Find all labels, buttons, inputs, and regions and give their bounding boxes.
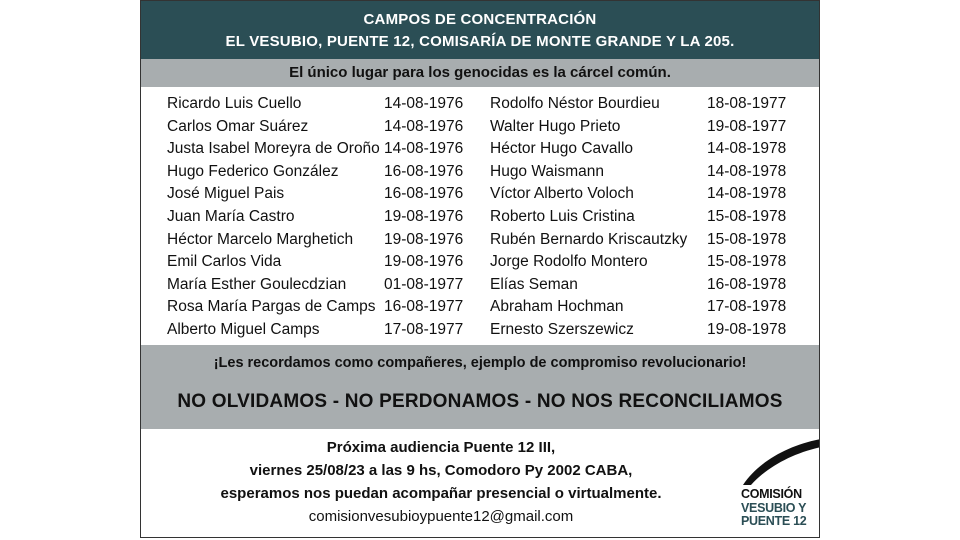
logo-text-line2: VESUBIO Y (741, 501, 807, 515)
name-row (490, 138, 810, 161)
name-row (167, 93, 487, 116)
name-row (490, 116, 810, 139)
name-row (490, 251, 810, 274)
name-row (167, 229, 487, 252)
kidnapping-date: 14-08-1976 (384, 95, 464, 112)
kidnapping-date: 16-08-1976 (384, 162, 464, 180)
names-column-right (490, 93, 810, 342)
name-row (167, 319, 487, 342)
kidnapping-date: 01-08-1977 (384, 275, 464, 293)
name-row (490, 93, 810, 116)
kidnapping-date: 19-08-1978 (707, 320, 787, 338)
name-row (167, 183, 487, 206)
person-name: Roberto Luis Cristina (490, 207, 635, 225)
person-name: Rosa María Pargas de Camps (167, 298, 376, 316)
name-row (490, 161, 810, 184)
person-name: Elías Seman (490, 275, 578, 293)
person-name: José Miguel Pais (167, 185, 285, 203)
person-name: Ricardo Luis Cuello (167, 95, 302, 112)
kidnapping-date: 14-08-1978 (707, 140, 787, 158)
contact-email[interactable]: comisionvesubioypuente12@gmail.com (308, 508, 574, 525)
name-row (490, 296, 810, 319)
kidnapping-date: 19-08-1976 (384, 230, 464, 248)
person-name: Carlos Omar Suárez (167, 117, 309, 135)
person-name: Rubén Bernardo Kriscautzky (490, 230, 688, 248)
person-name: María Esther Goulecdzian (167, 275, 347, 293)
person-name: Ernesto Szerszewicz (490, 320, 634, 338)
announcement-line2: viernes 25/08/23 a las 9 hs, Comodoro Py 2002 CABA, (249, 462, 633, 479)
kidnapping-date: 16-08-1978 (707, 275, 787, 293)
person-name: Alberto Miguel Camps (167, 320, 320, 338)
slogan-band (141, 345, 819, 429)
name-row (167, 206, 487, 229)
name-row (490, 274, 810, 297)
person-name: Víctor Alberto Voloch (490, 185, 634, 203)
kidnapping-date: 15-08-1978 (707, 253, 787, 271)
name-row (490, 183, 810, 206)
person-name: Abraham Hochman (490, 298, 624, 316)
kidnapping-date: 14-08-1978 (707, 185, 787, 203)
person-name: Rodolfo Néstor Bourdieu (490, 95, 660, 112)
names-column-left (167, 93, 487, 342)
name-row (167, 116, 487, 139)
kidnapping-date: 17-08-1978 (707, 298, 787, 316)
kidnapping-date: 16-08-1977 (384, 298, 464, 316)
kidnapping-date: 19-08-1977 (707, 117, 787, 135)
remember-text: ¡Les recordamos como compañeres, ejemplo de compromiso revolucionario! (213, 355, 747, 371)
memorial-flyer (140, 0, 820, 538)
subheader-banner: El único lugar para los genocidas es la cárcel común. (141, 59, 819, 87)
logo-text-line3: PUENTE 12 (741, 514, 807, 528)
person-name: Emil Carlos Vida (167, 253, 282, 271)
person-name: Héctor Marcelo Marghetich (167, 230, 354, 248)
header-banner (141, 1, 819, 59)
comision-logo (741, 431, 820, 531)
kidnapping-date: 15-08-1978 (707, 207, 787, 225)
kidnapping-date: 16-08-1976 (384, 185, 464, 203)
name-row (490, 229, 810, 252)
person-name: Justa Isabel Moreyra de Oroño (167, 140, 380, 158)
person-name: Hugo Federico González (167, 162, 339, 180)
kidnapping-date: 19-08-1976 (384, 253, 464, 271)
header-title-line2: EL VESUBIO, PUENTE 12, COMISARÍA DE MONTE GRANDE Y LA 205. (225, 33, 735, 50)
name-row (167, 138, 487, 161)
person-name: Héctor Hugo Cavallo (490, 140, 634, 158)
kidnapping-date: 17-08-1977 (384, 320, 464, 338)
arc-logo-icon (741, 431, 820, 487)
name-row (490, 206, 810, 229)
kidnapping-date: 15-08-1978 (707, 230, 787, 248)
name-row (167, 161, 487, 184)
kidnapping-date: 19-08-1976 (384, 207, 464, 225)
name-row (490, 319, 810, 342)
name-row (167, 274, 487, 297)
kidnapping-date: 18-08-1977 (707, 95, 787, 112)
name-row (167, 296, 487, 319)
person-name: Jorge Rodolfo Montero (490, 253, 648, 271)
announcement-line3: esperamos nos puedan acompañar presencial o virtualmente. (220, 485, 662, 502)
name-row (167, 251, 487, 274)
kidnapping-date: 14-08-1976 (384, 117, 464, 135)
logo-text-line1: COMISIÓN (741, 487, 802, 501)
footer (141, 429, 819, 538)
person-name: Walter Hugo Prieto (490, 117, 621, 135)
announcement-line1: Próxima audiencia Puente 12 III, (326, 439, 556, 456)
person-name: Juan María Castro (167, 207, 295, 225)
kidnapping-date: 14-08-1978 (707, 162, 787, 180)
person-name: Hugo Waismann (490, 162, 605, 180)
header-title-line1: CAMPOS DE CONCENTRACIÓN (363, 11, 597, 28)
slogan-text: NO OLVIDAMOS - NO PERDONAMOS - NO NOS RECONCILIAMOS (177, 391, 783, 412)
kidnapping-date: 14-08-1976 (384, 140, 464, 158)
